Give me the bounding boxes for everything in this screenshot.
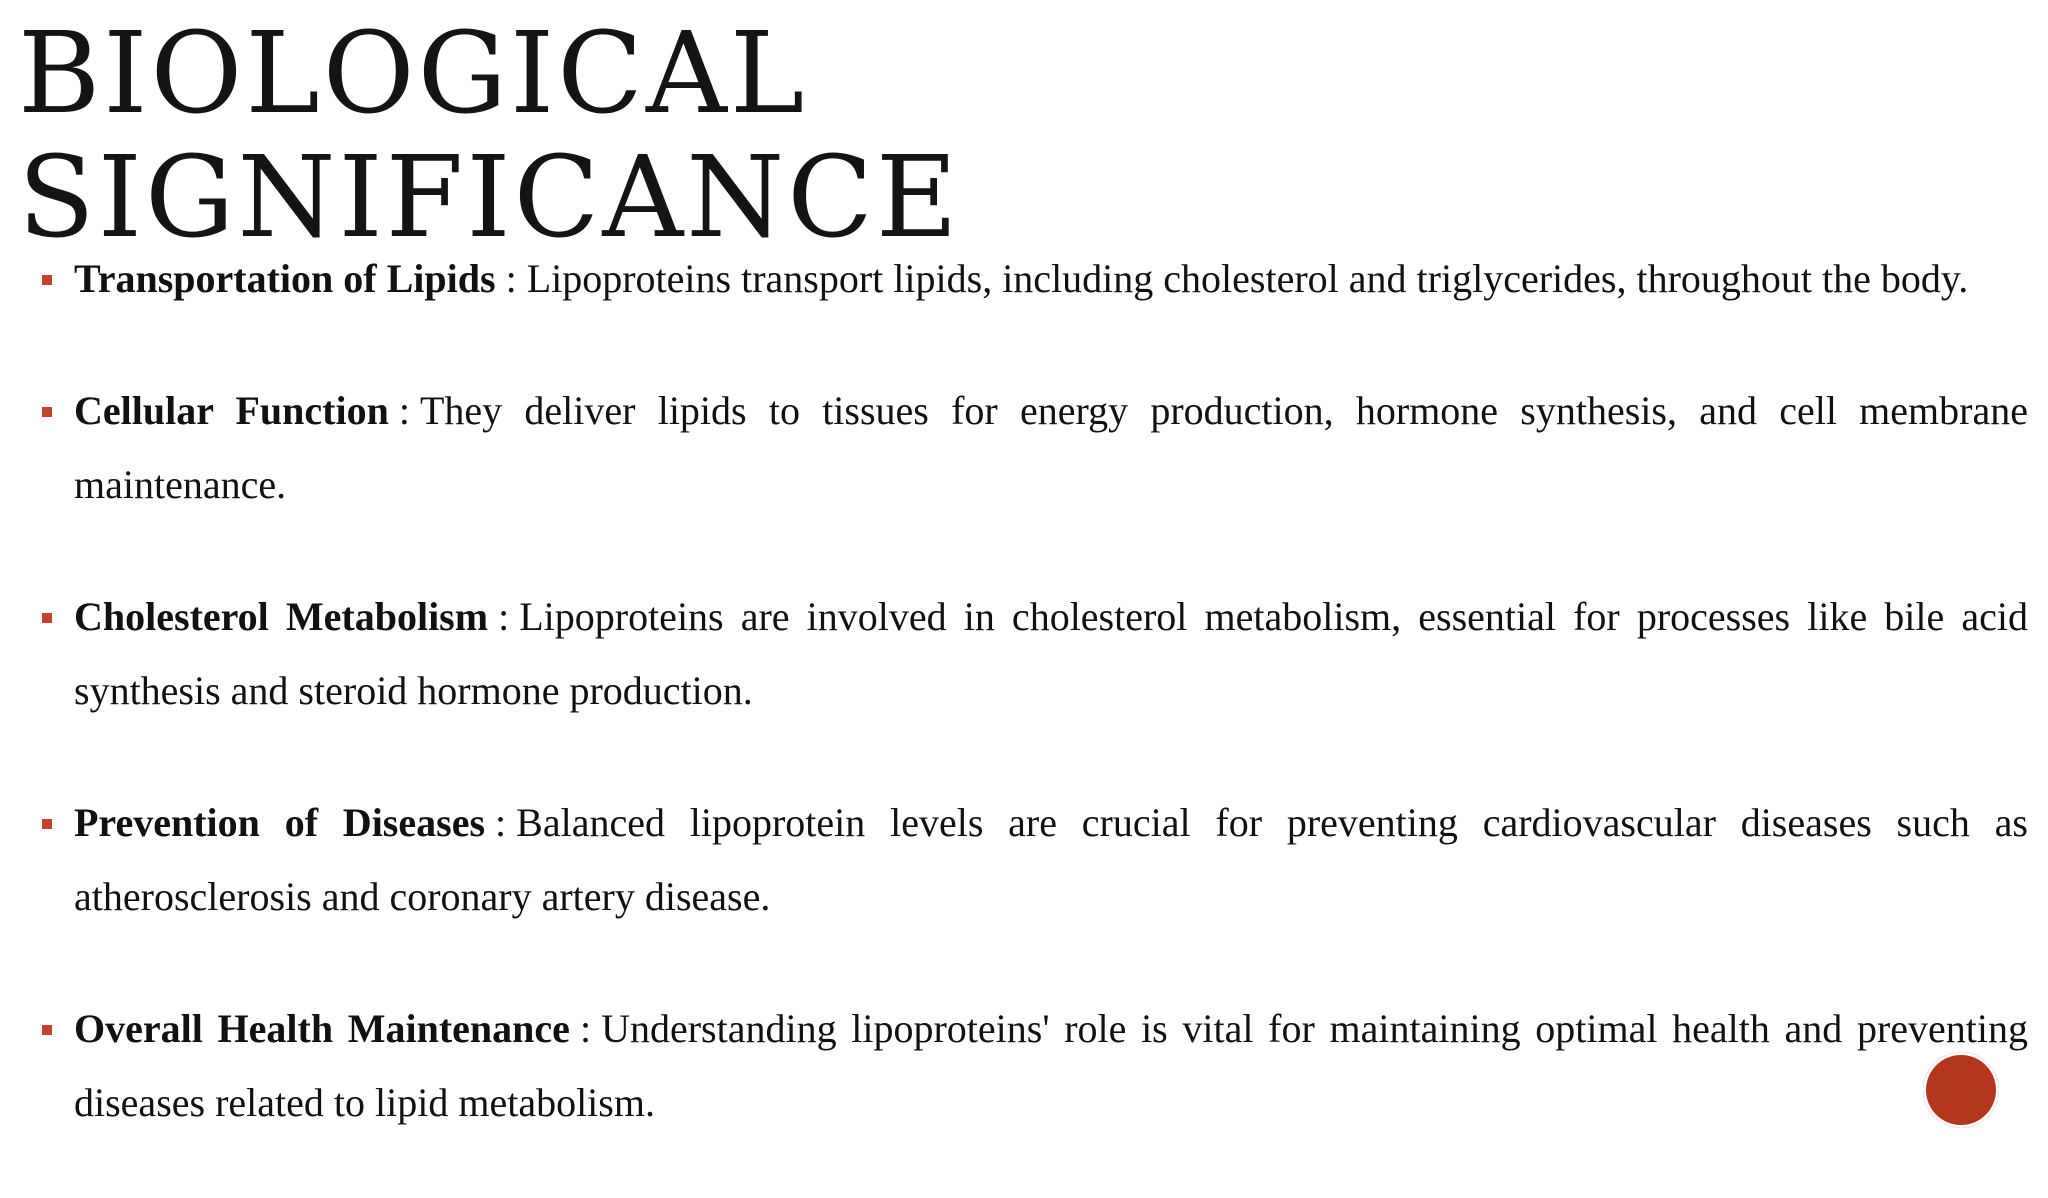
square-bullet-icon: [42, 819, 52, 829]
bullet-term: Prevention of Diseases: [74, 800, 486, 845]
slide-title-line-2: SIGNIFICANCE: [18, 133, 961, 263]
bullet-item-prevention-of-diseases: [38, 786, 2028, 934]
square-bullet-icon: [42, 1025, 52, 1035]
bullet-text: They deliver lipids to tissues for energy production, hormone synthesis, and cell membrane maintenance.: [74, 388, 2028, 507]
bullet-separator: :: [398, 388, 410, 433]
square-bullet-icon: [42, 407, 52, 417]
bullet-separator: :: [579, 1006, 592, 1051]
bullet-term: Cholesterol Metabolism: [74, 594, 489, 639]
bullet-separator: :: [495, 800, 507, 845]
slide-title: [18, 9, 961, 263]
bullet-item-cellular-function: [38, 374, 2028, 522]
bullet-term: Overall Health Maintenance: [74, 1006, 570, 1051]
bullet-text: Understanding lipoproteins' role is vital for maintaining optimal health and preventing diseases related to lipid metabolism.: [74, 1006, 2029, 1125]
bullet-list: [38, 242, 2028, 1198]
square-bullet-icon: [42, 613, 52, 623]
bullet-item-cholesterol-metabolism: [38, 580, 2028, 728]
square-bullet-icon: [42, 275, 52, 285]
bullet-term: Cellular Function: [74, 388, 389, 433]
bullet-separator: :: [498, 594, 510, 639]
bullet-term: Transportation of Lipids: [74, 256, 496, 301]
bullet-item-transportation: [38, 242, 2028, 316]
slide-title-line-1: BIOLOGICAL: [18, 9, 808, 139]
bullet-item-overall-health: [38, 992, 2028, 1140]
bullet-text: Balanced lipoprotein levels are crucial for preventing cardiovascular diseases such as atherosclerosis and coronary artery disease.: [74, 800, 2028, 919]
bullet-separator: :: [505, 256, 517, 301]
red-circle-badge-icon: [1923, 1052, 1999, 1128]
bullet-text: Lipoproteins are involved in cholesterol metabolism, essential for processes like bile acid synthesis and steroid hormone production.: [74, 594, 2028, 713]
bullet-text: Lipoproteins transport lipids, including cholesterol and triglycerides, throughout the body.: [526, 256, 1969, 301]
